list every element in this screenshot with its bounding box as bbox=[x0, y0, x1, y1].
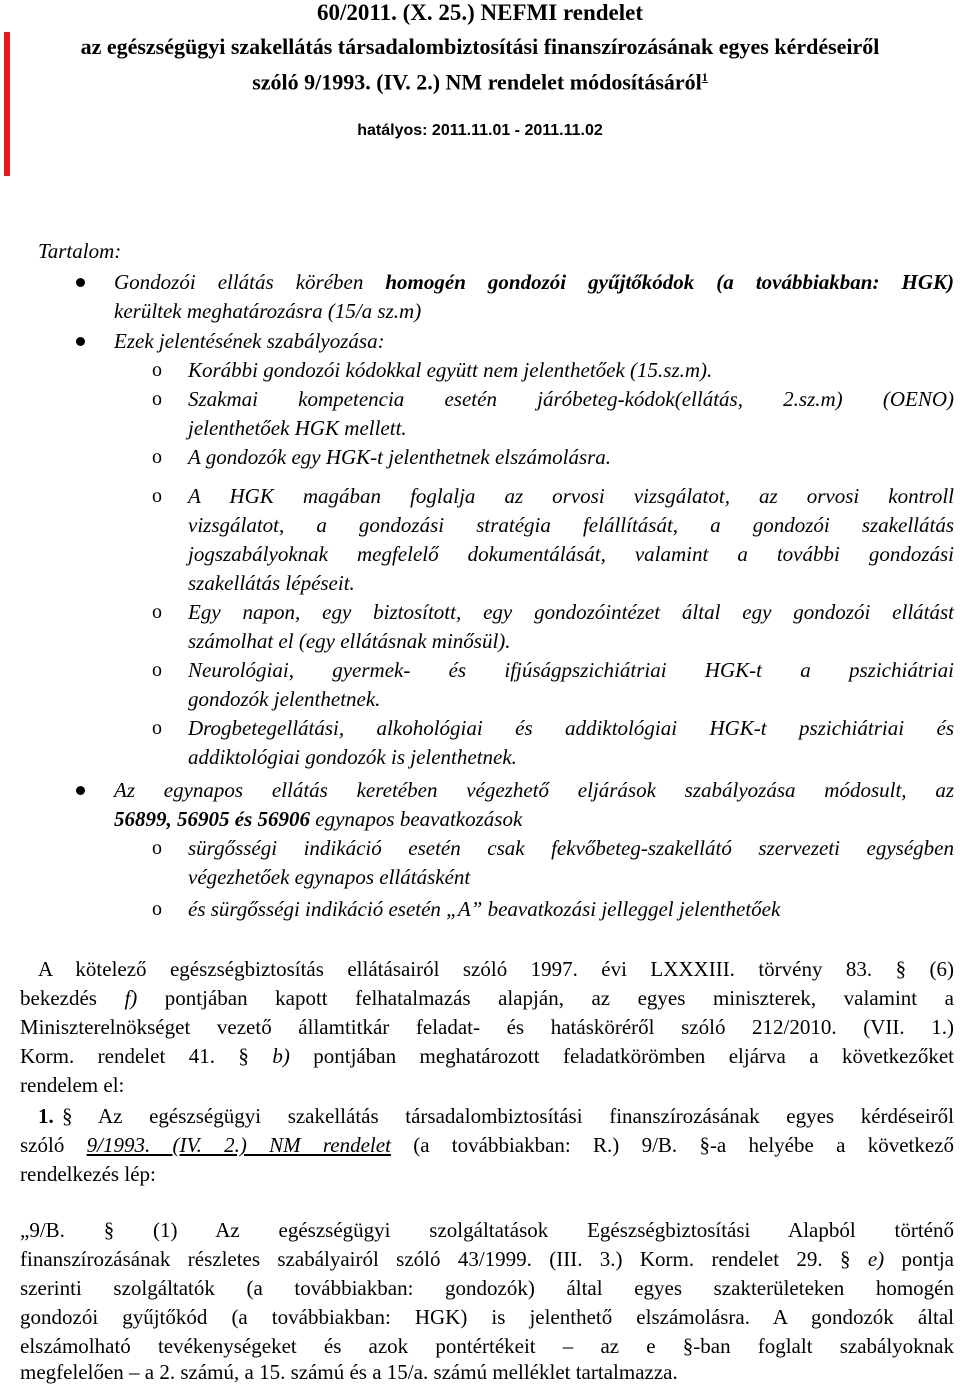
contents-item-one-day-care-cont: 56899, 56905 és 56906 egynapos beavatkozások bbox=[114, 807, 523, 831]
contents-subitem-5-cont: számolhat el (egy ellátásnak minősül). bbox=[188, 629, 511, 653]
contents-subitem-6-cont: gondozók jelenthetnek. bbox=[188, 687, 381, 711]
decree-title: 60/2011. (X. 25.) NEFMI rendelet bbox=[316, 0, 643, 25]
preamble-line: A kötelező egészségbiztosítás ellátásairól szóló 1997. évi LXXXIII. törvény 83. § (6) bbox=[38, 957, 954, 981]
referenced-decree-link[interactable]: 9/1993. (IV. 2.) NM rendelet bbox=[86, 1133, 391, 1157]
quoted-provision-line: finanszírozásának részletes szabályairól szóló 43/1999. (III. 3.) Korm. rendelet 29. § e) pontja bbox=[20, 1247, 954, 1271]
preamble-line: rendelem el: bbox=[20, 1073, 125, 1097]
preamble-line: bekezdés f) pontjában kapott felhatalmazás alapján, az egyes miniszterek, valamint a bbox=[20, 986, 954, 1010]
contents-subitem-4-cont: szakellátás lépéseit. bbox=[188, 571, 355, 595]
article-number: 1. bbox=[38, 1104, 54, 1128]
contents-subitem-6: Neurológiai, gyermek- és ifjúságpszichiátriai HGK-t a pszichiátriai bbox=[188, 658, 954, 682]
contents-subitem-4: A HGK magában foglalja az orvosi vizsgálatot, az orvosi kontroll bbox=[188, 484, 954, 508]
footnote-link[interactable]: 1 bbox=[701, 70, 708, 84]
circle-bullet-icon: o bbox=[152, 446, 162, 468]
quoted-provision-line: szerinti szolgáltatók (a továbbiakban: gondozók) által egyes szakterületeken homogén bbox=[20, 1276, 954, 1300]
circle-bullet-icon: o bbox=[152, 601, 162, 623]
contents-subitem-2-cont: jelenthetőek HGK mellett. bbox=[188, 416, 407, 440]
circle-bullet-icon: o bbox=[152, 659, 162, 681]
contents-subitem-7: Drogbetegellátási, alkohológiai és addiktológiai HGK-t pszichiátriai és bbox=[188, 716, 954, 740]
contents-subitem-2: Szakmai kompetencia esetén járóbeteg-kódok(ellátás, 2.sz.m) (OENO) bbox=[188, 387, 954, 411]
effective-dates: hatályos: 2011.11.01 - 2011.11.02 bbox=[357, 122, 603, 139]
circle-bullet-icon: o bbox=[152, 359, 162, 381]
decree-subtitle-line2: szóló 9/1993. (IV. 2.) NM rendelet módosításáról$^1$ bbox=[252, 69, 708, 95]
quoted-provision-line: gondozói gyűjtőkód (a továbbiakban: HGK) is jelenthető elszámolásra. A gondozók által bbox=[20, 1305, 954, 1329]
contents-item-one-day-care: Az egynapos ellátás keretében végezhető eljárások szabályozása módosult, az bbox=[114, 778, 954, 802]
article-1-line: rendelkezés lép: bbox=[20, 1162, 156, 1186]
bullet-icon bbox=[76, 786, 85, 795]
contents-subitem-7-cont: addiktológiai gondozók is jelenthetnek. bbox=[188, 745, 517, 769]
contents-subitem-1: Korábbi gondozói kódokkal együtt nem jelenthetőek (15.sz.m). bbox=[188, 358, 713, 382]
quoted-provision-line: megfelelően – a 2. számú, a 15. számú és a 15/a. számú melléklet tartalmazza. bbox=[20, 1360, 678, 1384]
circle-bullet-icon: o bbox=[152, 717, 162, 739]
article-1-line: § Az egészségügyi szakellátás társadalombiztosítási finanszírozásának egyes kérdéseiről bbox=[62, 1104, 954, 1128]
contents-subitem-8-cont: végezhetőek egynapos ellátásként bbox=[188, 865, 471, 889]
circle-bullet-icon: o bbox=[152, 388, 162, 410]
decree-subtitle-line1: az egészségügyi szakellátás társadalombiztosítási finanszírozásának egyes kérdéseiről bbox=[80, 34, 880, 59]
contents-subitem-8: sürgősségi indikáció esetén csak fekvőbeteg-szakellátó szervezeti egységben bbox=[188, 836, 954, 860]
circle-bullet-icon: o bbox=[152, 898, 162, 920]
contents-item-hgk: Gondozói ellátás körében homogén gondozói gyűjtőkódok (a továbbiakban: HGK) bbox=[114, 270, 954, 294]
bullet-icon bbox=[76, 337, 85, 346]
circle-bullet-icon: o bbox=[152, 485, 162, 507]
contents-title: Tartalom: bbox=[38, 239, 122, 263]
contents-subitem-5: Egy napon, egy biztosított, egy gondozóintézet által egy gondozói ellátást bbox=[188, 600, 954, 624]
contents-subitem-9: és sürgősségi indikáció esetén „A” beavatkozási jelleggel jelenthetőek bbox=[188, 897, 781, 921]
contents-subitem-4-cont: jogszabályoknak megfelelő dokumentálását, valamint a további gondozási bbox=[188, 542, 954, 566]
contents-subitem-4-cont: vizsgálatot, a gondozási stratégia felállítását, a gondozói szakellátás bbox=[188, 513, 954, 537]
contents-subitem-3: A gondozók egy HGK-t jelenthetnek elszámolásra. bbox=[188, 445, 612, 469]
quoted-provision-line: „9/B. § (1) Az egészségügyi szolgáltatások Egészségbiztosítási Alapból történő bbox=[20, 1218, 954, 1242]
article-1-line: szóló 9/1993. (IV. 2.) NM rendelet (a továbbiakban: R.) 9/B. §-a helyébe a következő bbox=[20, 1133, 954, 1157]
quoted-provision-line: elszámolható tevékenységeket és azok pontértékeit – az e §-ban foglalt szabályoknak bbox=[20, 1334, 954, 1358]
circle-bullet-icon: o bbox=[152, 837, 162, 859]
bullet-icon bbox=[76, 278, 85, 287]
preamble-line: Korm. rendelet 41. § b) pontjában meghatározott feladatkörömben eljárva a következőket bbox=[20, 1044, 954, 1068]
contents-item-hgk-cont: kerültek meghatározásra (15/a sz.m) bbox=[114, 299, 422, 323]
contents-item-reporting: Ezek jelentésének szabályozása: bbox=[114, 329, 385, 353]
preamble-line: Miniszterelnökséget vezető államtitkár feladat- és hatásköréről szóló 212/2010. (VII. 1.) bbox=[20, 1015, 954, 1039]
